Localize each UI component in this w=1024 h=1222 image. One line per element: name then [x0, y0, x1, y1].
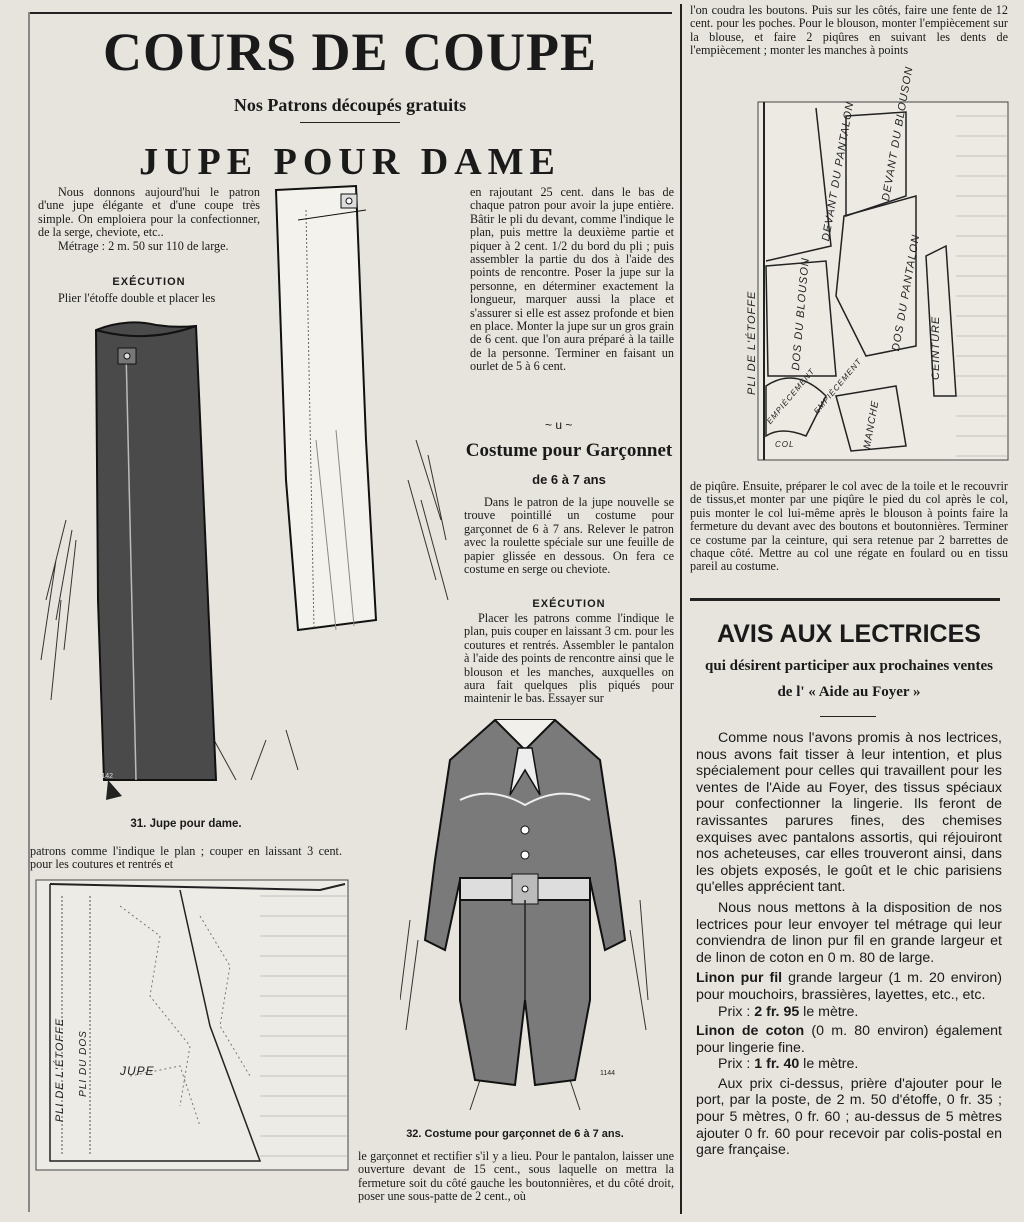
avis-item-1 [696, 970, 1002, 1003]
label-empiecement-1: EMPIÈCEMENT [765, 366, 817, 426]
avis-item-1-price [696, 1004, 1002, 1021]
label-empiecement-2: EMPIÈCEMENT [812, 356, 864, 416]
label-ceinture: CEINTURE [930, 315, 942, 380]
label-devant-blouson: DEVANT DU BLOUSON [880, 65, 916, 203]
avis-item-2-price [696, 1056, 1002, 1073]
label-pli-etoffe: PLI DE L'ÉTOFFE [746, 290, 758, 395]
skirt-illustration [36, 180, 456, 820]
garconnet-top-right [690, 4, 1008, 58]
label-col: COL [775, 440, 795, 449]
skirt-figure-number: 1142 [98, 773, 114, 780]
page-subtitle: Nos Patrons découpés gratuits [233, 95, 467, 115]
label-dos-pantalon: DOS DU PANTALON [890, 233, 923, 353]
avis-item-1-price-prefix: Prix : [718, 1003, 755, 1020]
garconnet-top-right-text: l'on coudra les boutons. Puis sur les côtés, faire une fente de 12 cent. pour les poches. Pour le blouson, monter l'empiècement sur la blouse, et faire 2 piqûres en suivant les dents de l'empiècement ; monter les manches à points [690, 3, 1008, 58]
avis-top-rule [690, 598, 1000, 601]
label-dos-blouson: DOS DU BLOUSON [790, 256, 812, 372]
jupe-intro-text: Nous donnons aujourd'hui le patron d'une jupe élégante et d'une coupe très simple. On emploiera pour la confectionner, de la serge, cheviote, etc.. [38, 185, 260, 240]
jupe-label-pli-dos: PLI DU DOS [77, 1030, 89, 1097]
avis-para-3: Aux prix ci-dessus, prière d'ajouter pour le port, par la poste, de 2 m. 50 d'étoffe, 0 fr. 35 ; pour 5 mètres, 0 fr. 60 ; au-dessus de 5 mètres ajouter 0 fr. 60 pour recevoir par colis-postal en gare française. [696, 1075, 1002, 1159]
avis-item-2 [696, 1023, 1002, 1056]
column-rule-right [680, 4, 682, 1214]
garconnet-bottom-paragraph: le garçonnet et rectifier s'il y a lieu. Pour le pantalon, laisser une ouverture devant de 15 cent., sous laquelle on mettra la fermeture soit du côté gauche les boutonnières, et du côté droit, poser une sous-patte de 2 cent., où [358, 1149, 674, 1204]
subtitle-rule [300, 122, 400, 123]
avis-item-2-price-suffix: le mètre. [799, 1056, 859, 1073]
avis-subtitle-1: qui désirent participer aux prochaines ventes [705, 658, 993, 674]
jupe-pattern-plan [30, 876, 355, 1176]
garconnet-subtitle: de 6 à 7 ans [532, 472, 606, 487]
boy-costume-illustration [400, 700, 650, 1120]
garconnet-execution-text: Placer les patrons comme l'indique le plan, puis couper en laissant 3 cm. pour les coutures et rentrés. Assembler le pantalon à l'aide des points de rencontre ainsi que le blouson et les manches, auxquelles on aura fait quelques plis piqués pour maintenir le bas. Essayer sur [464, 611, 674, 706]
jupe-middle-paragraph: en rajoutant 25 cent. dans le bas de chaque patron pour avoir la jupe entière. Bâtir le pli du devant, comme l'indique le plan, puis mettre la deuxième partie et piquer à 2 cent. 1/2 du bord du pli ; puis assembler la partie du dos à l'aide des points de rencontre. Poser la jupe sur la personne, en déterminer exactement la longueur, marquer aussi la place et s'assurer si elle est assez profonde et bien en place. Monter la jupe sur un gros grain de 6 cent. que l'on aura préparé à la taille de la personne. Terminer en faisant un ourlet de 5 à 6 cent. [470, 185, 674, 374]
garconnet-title: Costume pour Garçonnet [465, 440, 673, 461]
jupe-metrage: Métrage : 2 m. 50 sur 110 de large. [58, 238, 229, 253]
page-title: COURS DE COUPE [102, 22, 598, 82]
jupe-label-etoffe: PLI DE L'ÉTOFFE [54, 1017, 67, 1123]
avis-body [696, 730, 1002, 1163]
avis-item-1-text: grande largeur (1 m. 20 environ) pour mouchoirs, brassières, layettes, etc., etc. [696, 970, 1003, 1003]
label-manche: MANCHE [862, 399, 882, 450]
garconnet-intro [464, 496, 674, 576]
avis-title: AVIS AUX LECTRICES [717, 620, 981, 648]
avis-item-2-price-prefix: Prix : [718, 1056, 755, 1073]
jupe-execution-text: Plier l'étoffe double et placer les [58, 291, 216, 305]
garconnet-intro-text: Dans le patron de la jupe nouvelle se trouve pointillé un costume pour garçonnet de 6 à 7 ans. Relever le patron avec la roulette spéciale sur une feuille de papier glissée en dessous. On fera ce costume en serge ou cheviote. [464, 495, 674, 577]
avis-subtitle-2: de l' « Aide au Foyer » [777, 684, 921, 700]
jupe-label: JUPE [120, 1064, 155, 1078]
avis-ornament-rule [820, 716, 876, 717]
avis-item-1-price-value: 2 fr. 95 [754, 1003, 800, 1020]
avis-para-1: Comme nous l'avons promis à nos lectrices, nous avons fait tisser à leur intention, et plus spécialement pour celles qui travaillent pour les ventes de l'Aide au Foyer, des tissus spéciaux pour confectionner la lingerie. Ils feront de ravissantes parures fines, des chemises exquises avec pantalons assortis, qui réjouiront nos acheteuses, car elles trouveront ainsi, dans les objets exposés, le goût et le chic parisiens qu'elles apprécient tant. [696, 730, 1002, 896]
avis-item-2-label: Linon de coton [696, 1023, 805, 1040]
jupe-caption: 31. Jupe pour dame. [130, 818, 242, 830]
avis-para-2: Nous nous mettons à la disposition de nos lectrices pour leur envoyer tel métrage qui leur conviendra de linon pur fil en grande largeur et de linon de coton en 0 m. 80 de large. [696, 899, 1002, 966]
garconnet-caption: 32. Costume pour garçonnet de 6 à 7 ans. [406, 1128, 624, 1140]
garconnet-execution [358, 612, 674, 706]
avis-item-2-text: (0 m. 80 environ) également pour lingerie fine. [696, 1023, 1002, 1056]
avis-item-1-price-suffix: le mètre. [799, 1003, 859, 1020]
costume-figure-number: 1144 [600, 1070, 616, 1077]
avis-item-2-price-value: 1 fr. 40 [754, 1056, 800, 1073]
ornament: ~ u ~ [545, 418, 573, 432]
skirt-back [276, 186, 376, 630]
boy-pattern-plan [756, 96, 1014, 466]
jupe-execution-heading: EXÉCUTION [112, 276, 186, 288]
skirt-front [96, 322, 216, 780]
avis-item-1-label: Linon pur fil [696, 970, 783, 987]
garconnet-execution-heading: EXÉCUTION [532, 598, 606, 610]
garconnet-after-plan [690, 480, 1008, 574]
label-devant-pantalon: DEVANT DU PANTALON [820, 100, 857, 243]
garconnet-after-plan-text: de piqûre. Ensuite, préparer le col avec de la toile et le recouvrir de tissus,et monter par une piqûre le pied du col après le col, puis monter le col lui-même après le blouson à points faire la fermeture du devant avec des boutons et boutonnières. Terminer ce costume par la ceinture, qui sera retenue par 2 barrettes de chaque côté. Mettre au col une régate en foulard ou en tissu pareil au costume. [690, 479, 1008, 574]
article-title: JUPE POUR DAME [139, 141, 561, 183]
garconnet-bottom-text [358, 1150, 674, 1204]
jupe-continued-text: patrons comme l'indique le plan ; couper en laissant 3 cent. pour les coutures et rentrés et [30, 844, 342, 872]
top-rule [28, 12, 672, 14]
jupe-middle-text [470, 186, 674, 374]
